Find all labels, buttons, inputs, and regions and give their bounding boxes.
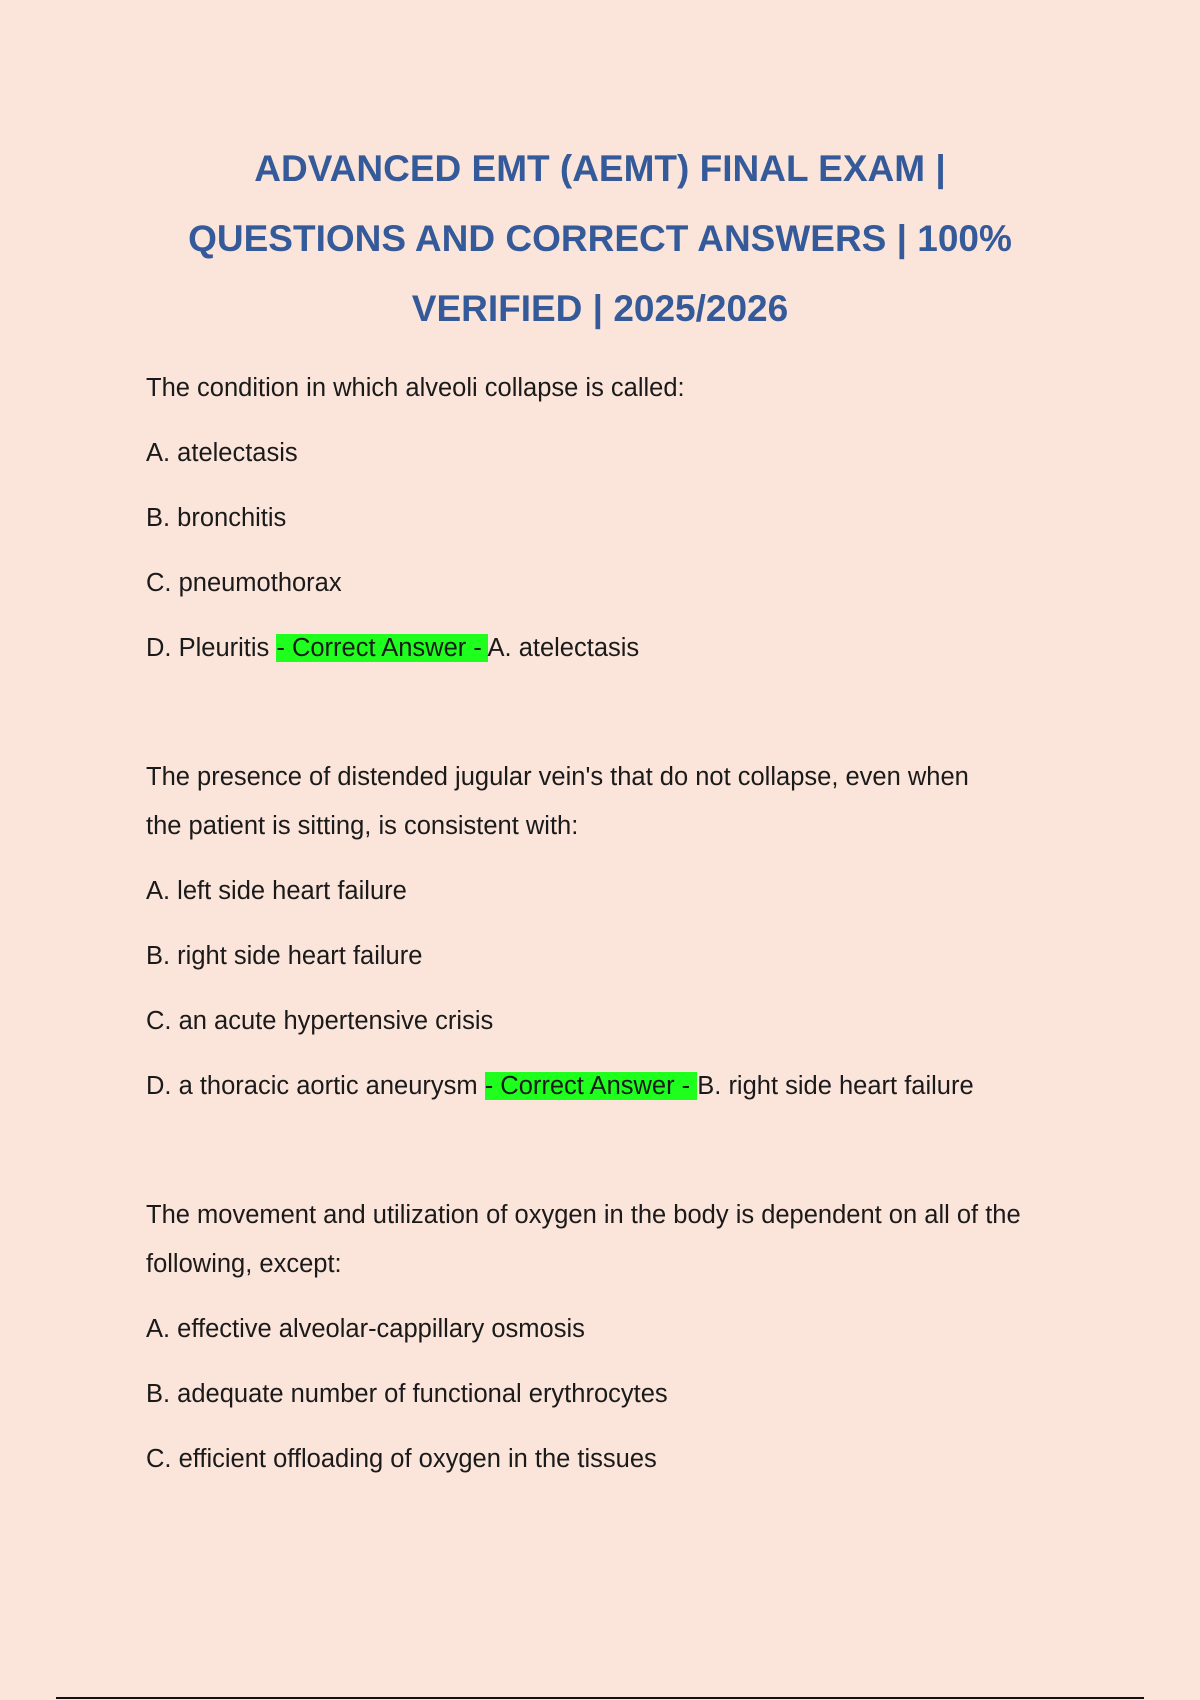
question-block — [146, 1191, 1066, 1484]
question-block — [146, 753, 1066, 1111]
answer-option: C. an acute hypertensive crisis — [146, 1007, 494, 1035]
answer-option: A. atelectasis — [146, 439, 298, 467]
correct-answer: B. right side heart failure — [697, 1072, 974, 1100]
answer-option-with-key — [146, 624, 1066, 673]
correct-answer-highlight: - Correct Answer - — [276, 634, 488, 662]
answer-option: B. bronchitis — [146, 504, 287, 532]
question-text: The presence of distended jugular vein's that do not collapse, even when the patient is sitting, is consistent with: — [146, 763, 969, 840]
question-text: The movement and utilization of oxygen in the body is dependent on all of the following, except: — [146, 1201, 1021, 1278]
title-line: QUESTIONS AND CORRECT ANSWERS | 100% — [188, 218, 1012, 259]
correct-answer: A. atelectasis — [487, 634, 640, 662]
answer-option: A. effective alveolar-cappillary osmosis — [146, 1315, 585, 1343]
answer-option: B. adequate number of functional erythrocytes — [146, 1380, 668, 1408]
question-list — [146, 364, 1066, 1500]
question-text: The condition in which alveoli collapse is called: — [146, 374, 685, 402]
answer-option: D. Pleuritis — [146, 634, 277, 662]
answer-option-with-key — [146, 1062, 1006, 1111]
answer-option: A. left side heart failure — [146, 877, 407, 905]
question-block — [146, 364, 1066, 673]
document-title — [120, 134, 1080, 344]
question-separator — [146, 1127, 1066, 1191]
footer-divider — [56, 1697, 1144, 1699]
title-line: VERIFIED | 2025/2026 — [411, 288, 789, 329]
question-separator — [146, 689, 1066, 753]
answer-option: B. right side heart failure — [146, 942, 423, 970]
answer-option: D. a thoracic aortic aneurysm — [146, 1072, 485, 1100]
answer-option: C. efficient offloading of oxygen in the tissues — [146, 1445, 657, 1473]
answer-option: C. pneumothorax — [146, 569, 342, 597]
correct-answer-highlight: - Correct Answer - — [484, 1072, 698, 1100]
title-line: ADVANCED EMT (AEMT) FINAL EXAM | — [254, 148, 946, 189]
